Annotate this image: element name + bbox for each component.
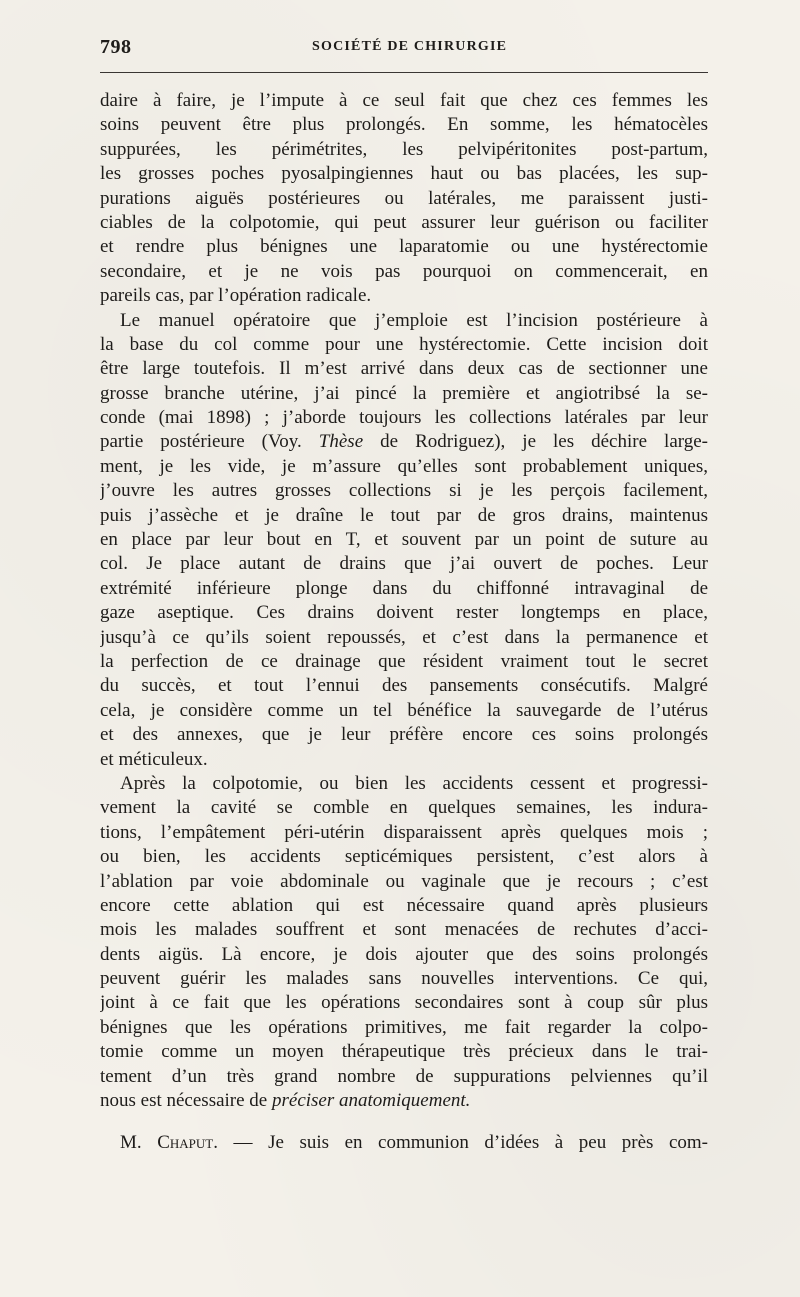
text-run: partie postérieure (Voy. — [100, 431, 319, 453]
italic-phrase: préciser anatomiquement. — [272, 1090, 471, 1112]
text-line — [100, 1131, 708, 1155]
page-number: 798 — [100, 36, 132, 58]
text-line: conde (mai 1898) ; j’aborde toujours les collections latérales par leur — [100, 407, 708, 429]
text-line: suppurées, les périmétrites, les pelvipéritonites post-partum, — [100, 138, 708, 160]
text-line: mois les malades souffrent et sont menacées de rechutes d’acci- — [100, 919, 708, 941]
text-line: être large toutefois. Il m’est arrivé dans deux cas de sectionner une — [100, 358, 708, 380]
text-line: peuvent guérir les malades sans nouvelles interventions. Ce qui, — [100, 968, 708, 990]
text-line: ou bien, les accidents septicémiques persistent, c’est alors à — [100, 846, 708, 868]
text-run: Je suis en communion d’idées à peu près com- — [268, 1132, 708, 1154]
text-line: la perfection de ce drainage que résident vraiment tout le secret — [100, 650, 708, 672]
text-line: extrémité inférieure plonge dans du chiffonné intravaginal de — [100, 577, 708, 599]
text-line: cela, je considère comme un tel bénéfice la sauvegarde de l’utérus — [100, 699, 708, 721]
text-line: ment, je les vide, je m’assure qu’elles sont probablement uniques, — [100, 455, 708, 477]
text-line: l’ablation par voie abdominale ou vaginale que je recours ; c’est — [100, 870, 708, 892]
text-line: puis j’assèche et je draîne le tout par de gros drains, maintenus — [100, 504, 708, 526]
text-line: tions, l’empâtement péri-utérin disparaissent après quelques mois ; — [100, 821, 708, 843]
text-line: jusqu’à ce qu’ils soient repoussés, et c’est dans la permanence et — [100, 626, 708, 648]
page-header — [100, 36, 708, 60]
text-line: la base du col comme pour une hystérectomie. Cette incision doit — [100, 333, 708, 355]
text-run: nous est nécessaire de — [100, 1090, 272, 1112]
text-line: grosse branche utérine, j’ai pincé la première et angiotribsé la se- — [100, 382, 708, 404]
speaker-separator: . — — [213, 1132, 269, 1154]
speaker-name: Chaput — [157, 1132, 214, 1154]
text-line: tomie comme un moyen thérapeutique très précieux dans le trai- — [100, 1041, 708, 1063]
text-line — [100, 430, 708, 454]
text-line: et des annexes, que je leur préfère encore ces soins prolongés — [100, 724, 708, 746]
text-run: de Rodriguez), je les déchire large- — [363, 431, 708, 453]
text-line: col. Je place autant de drains que j’ai ouvert de poches. Leur — [100, 553, 708, 575]
text-line: du succès, et tout l’ennui des pansements consécutifs. Malgré — [100, 675, 708, 697]
text-line: purations aiguës postérieures ou latérales, me paraissent justi- — [100, 187, 708, 209]
text-line: vement la cavité se comble en quelques semaines, les indura- — [100, 797, 708, 819]
text-line: ciables de la colpotomie, qui peut assurer leur guérison ou faciliter — [100, 211, 708, 233]
text-line: bénignes que les opérations primitives, me fait regarder la colpo- — [100, 1016, 708, 1038]
text-line: Après la colpotomie, ou bien les accidents cessent et progressi- — [120, 772, 708, 794]
speaker-prefix: M. — [120, 1132, 158, 1154]
running-head: SOCIÉTÉ DE CHIRURGIE — [312, 39, 508, 54]
text-line: dents aigüs. Là encore, je dois ajouter que des soins prolongés — [100, 943, 708, 965]
text-line: pareils cas, par l’opération radicale. — [100, 285, 372, 307]
body-text — [100, 89, 708, 1156]
text-line: j’ouvre les autres grosses collections si je les perçois facilement, — [100, 480, 708, 502]
text-line: gaze aseptique. Ces drains doivent rester longtemps en place, — [100, 602, 708, 624]
text-line: les grosses poches pyosalpingiennes haut ou bas placées, les sup- — [100, 163, 708, 185]
italic-title: Thèse — [318, 431, 364, 453]
text-line — [100, 1089, 708, 1113]
text-line: tement d’un très grand nombre de suppurations pelviennes qu’il — [100, 1065, 708, 1087]
speaker-paragraph — [100, 1131, 708, 1155]
text-line: Le manuel opératoire que j’emploie est l’incision postérieure à — [120, 309, 708, 331]
text-line: et méticuleux. — [100, 748, 208, 770]
text-line: encore cette ablation qui est nécessaire quand après plusieurs — [100, 894, 708, 916]
paragraph-1 — [100, 89, 708, 309]
text-line: joint à ce fait que les opérations secondaires sont à coup sûr plus — [100, 992, 708, 1014]
paragraph-3 — [100, 772, 708, 1113]
text-line: et rendre plus bénignes une laparatomie ou une hystérectomie — [100, 236, 708, 258]
text-line: en place par leur bout en T, et souvent par un point de suture au — [100, 529, 708, 551]
text-line: daire à faire, je l’impute à ce seul fait que chez ces femmes les — [100, 90, 708, 111]
text-line: secondaire, et je ne vois pas pourquoi on commencerait, en — [100, 260, 708, 282]
paragraph-gap — [100, 1113, 708, 1131]
header-rule — [100, 72, 708, 73]
text-line: soins peuvent être plus prolongés. En somme, les hématocèles — [100, 114, 708, 136]
paragraph-2 — [100, 309, 708, 772]
